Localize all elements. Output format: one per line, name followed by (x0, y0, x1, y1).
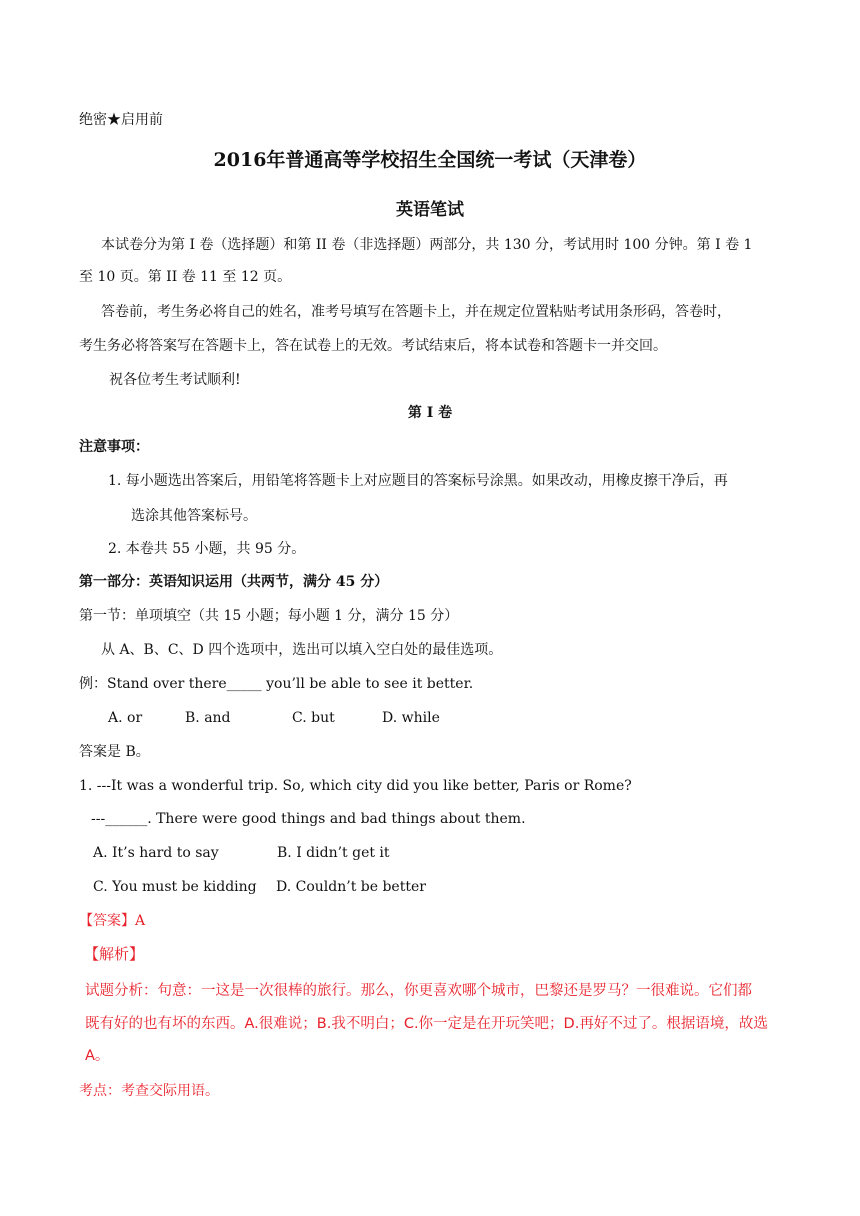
example-question: 例：Stand over there_____ you’ll be able to see it better. (79, 676, 474, 692)
analysis-line-2: 既有好的也有坏的东西。A.很难说；B.我不明白；C.你一定是在开玩笑吧；D.再好不过了。根据语境，故选 (85, 1016, 768, 1032)
notice-heading: 注意事项： (79, 439, 149, 455)
question-1-option-d: D. Couldn’t be better (276, 879, 426, 895)
analysis-label: 【解析】 (84, 945, 145, 963)
question-1-option-a: A. It’s hard to say (93, 845, 219, 861)
intro-line-4: 考生务必将答案写在答题卡上，答在试卷上的无效。考试结束后，将本试卷和答题卡一并交回。 (79, 338, 667, 354)
example-option-c: C. but (292, 710, 335, 726)
intro-line-3: 答卷前，考生务必将自己的姓名，准考号填写在答题卡上，并在规定位置粘贴考试用条形码，答卷时， (101, 304, 731, 320)
example-option-b: B. and (185, 710, 231, 726)
notice-item-1: 1. 每小题选出答案后，用铅笔将答题卡上对应题目的答案标号涂黑。如果改动，用橡皮擦干净后，再 (108, 473, 728, 489)
question-1-option-b: B. I didn’t get it (277, 845, 390, 861)
exam-subtitle: 英语笔试 (396, 200, 464, 220)
notice-item-1-cont: 选涂其他答案标号。 (131, 508, 257, 524)
example-option-a: A. or (108, 710, 143, 726)
question-1-line-2: ---______. There were good things and bad things about them. (91, 811, 526, 827)
classification-mark: 绝密★启用前 (79, 112, 163, 128)
intro-line-1: 本试卷分为第 I 卷（选择题）和第 II 卷（非选择题）两部分，共 130 分，考试用时 100 分钟。第 I 卷 1 (101, 237, 753, 253)
part1-heading: 第一部分：英语知识运用（共两节，满分 45 分） (79, 574, 389, 590)
example-option-d: D. while (382, 710, 440, 726)
question-1-line-1: 1. ---It was a wonderful trip. So, which city did you like better, Paris or Rome? (79, 778, 632, 794)
intro-line-2: 至 10 页。第 II 卷 11 至 12 页。 (79, 269, 292, 285)
part1-section1: 第一节：单项填空（共 15 小题；每小题 1 分，满分 15 分） (79, 608, 459, 624)
analysis-line-3: A。 (85, 1048, 110, 1064)
answer-label: 【答案】A (79, 913, 146, 929)
section-title: 第 I 卷 (407, 405, 453, 421)
kaodian-note: 考点：考查交际用语。 (79, 1083, 219, 1099)
exam-title: 2016年普通高等学校招生全国统一考试（天津卷） (213, 149, 647, 171)
notice-item-2: 2. 本卷共 55 小题，共 95 分。 (108, 541, 306, 557)
part1-instruction: 从 A、B、C、D 四个选项中，选出可以填入空白处的最佳选项。 (101, 642, 503, 658)
analysis-line-1: 试题分析：句意：一这是一次很棒的旅行。那么，你更喜欢哪个城市，巴黎还是罗马？一很难说。它们都 (85, 983, 752, 999)
question-1-option-c: C. You must be kidding (93, 879, 257, 895)
example-answer: 答案是 B。 (79, 744, 150, 760)
intro-wish: 祝各位考生考试顺利! (109, 372, 241, 388)
